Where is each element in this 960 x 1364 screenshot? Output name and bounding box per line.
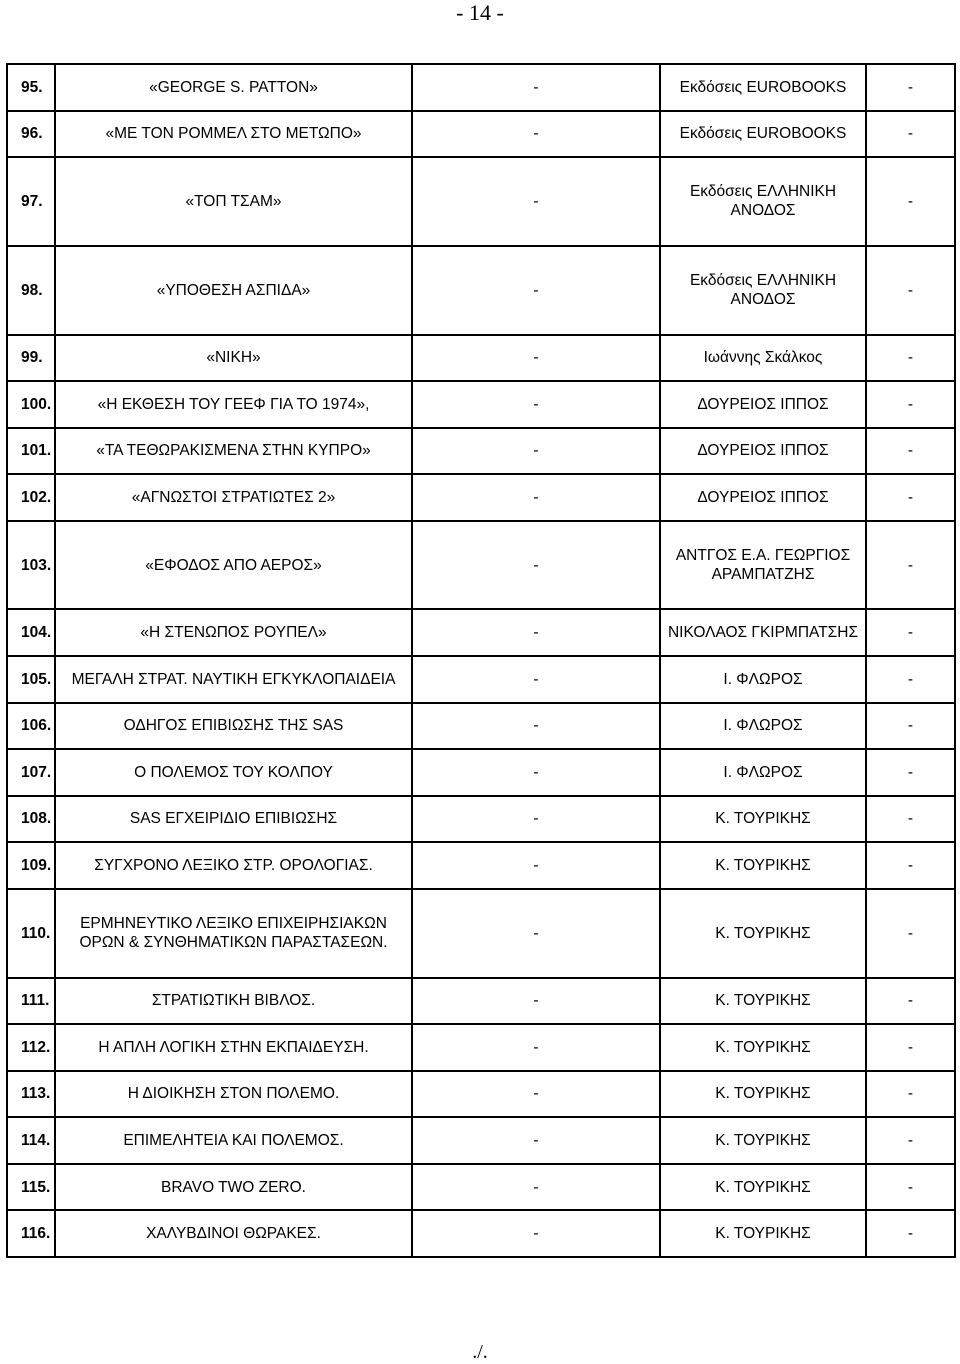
trailing-dash: - — [866, 889, 955, 978]
trailing-dash: - — [866, 381, 955, 428]
publisher-author: Κ. ΤΟΥΡΙΚΗΣ — [660, 978, 866, 1025]
publisher-author: Κ. ΤΟΥΡΙΚΗΣ — [660, 842, 866, 889]
trailing-dash: - — [866, 1210, 955, 1257]
trailing-dash: - — [866, 978, 955, 1025]
separator-dash: - — [412, 703, 660, 750]
entry-number: 104. — [7, 609, 55, 656]
book-title: BRAVO TWO ZERO. — [55, 1164, 412, 1211]
table-row — [7, 609, 955, 656]
book-title: «Η ΣΤΕΝΩΠΟΣ ΡΟΥΠΕΛ» — [55, 609, 412, 656]
book-title: «ΜΕ ΤΟΝ ΡΟΜΜΕΛ ΣΤΟ ΜΕΤΩΠΟ» — [55, 111, 412, 158]
separator-dash: - — [412, 1024, 660, 1071]
trailing-dash: - — [866, 1117, 955, 1164]
table-row — [7, 842, 955, 889]
separator-dash: - — [412, 609, 660, 656]
table-row — [7, 889, 955, 978]
trailing-dash: - — [866, 428, 955, 475]
book-list-table — [6, 63, 956, 1258]
separator-dash: - — [412, 1164, 660, 1211]
entry-number: 101. — [7, 428, 55, 475]
entry-number: 113. — [7, 1071, 55, 1118]
entry-number: 102. — [7, 474, 55, 521]
publisher-author: ΔΟΥΡΕΙΟΣ ΙΠΠΟΣ — [660, 428, 866, 475]
book-title: Η ΑΠΛΗ ΛΟΓΙΚΗ ΣΤΗΝ ΕΚΠΑΙΔΕΥΣΗ. — [55, 1024, 412, 1071]
publisher-author: Κ. ΤΟΥΡΙΚΗΣ — [660, 1071, 866, 1118]
page-number: - 14 - — [456, 0, 504, 25]
table-row — [7, 656, 955, 703]
publisher-author: Εκδόσεις EUROBOOKS — [660, 111, 866, 158]
trailing-dash: - — [866, 1164, 955, 1211]
table-row — [7, 521, 955, 610]
book-title: «ΤΑ ΤΕΘΩΡΑΚΙΣΜΕΝΑ ΣΤΗΝ ΚΥΠΡΟ» — [55, 428, 412, 475]
table-row — [7, 749, 955, 796]
publisher-author: ΝΙΚΟΛΑΟΣ ΓΚΙΡΜΠΑΤΣΗΣ — [660, 609, 866, 656]
entry-number: 107. — [7, 749, 55, 796]
publisher-author: Κ. ΤΟΥΡΙΚΗΣ — [660, 1117, 866, 1164]
publisher-author: ΔΟΥΡΕΙΟΣ ΙΠΠΟΣ — [660, 474, 866, 521]
entry-number: 96. — [7, 111, 55, 158]
trailing-dash: - — [866, 1071, 955, 1118]
separator-dash: - — [412, 842, 660, 889]
publisher-author: Κ. ΤΟΥΡΙΚΗΣ — [660, 1024, 866, 1071]
table-row — [7, 111, 955, 158]
separator-dash: - — [412, 1071, 660, 1118]
table-row — [7, 703, 955, 750]
trailing-dash: - — [866, 335, 955, 382]
trailing-dash: - — [866, 749, 955, 796]
book-title: «ΤΟΠ ΤΣΑΜ» — [55, 157, 412, 246]
entry-number: 100. — [7, 381, 55, 428]
book-title: ΧΑΛΥΒΔΙΝΟΙ ΘΩΡΑΚΕΣ. — [55, 1210, 412, 1257]
separator-dash: - — [412, 381, 660, 428]
table-row — [7, 335, 955, 382]
trailing-dash: - — [866, 111, 955, 158]
table-row — [7, 978, 955, 1025]
separator-dash: - — [412, 1117, 660, 1164]
separator-dash: - — [412, 335, 660, 382]
table-row — [7, 796, 955, 843]
entry-number: 116. — [7, 1210, 55, 1257]
continuation-mark: ./. — [472, 1341, 488, 1363]
separator-dash: - — [412, 111, 660, 158]
publisher-author: Κ. ΤΟΥΡΙΚΗΣ — [660, 889, 866, 978]
publisher-author: Κ. ΤΟΥΡΙΚΗΣ — [660, 1210, 866, 1257]
separator-dash: - — [412, 889, 660, 978]
table-row — [7, 1024, 955, 1071]
table-row — [7, 1164, 955, 1211]
separator-dash: - — [412, 157, 660, 246]
trailing-dash: - — [866, 157, 955, 246]
separator-dash: - — [412, 749, 660, 796]
table-row — [7, 428, 955, 475]
separator-dash: - — [412, 521, 660, 610]
publisher-author: ΑΝΤΓΟΣ Ε.Α. ΓΕΩΡΓΙΟΣ ΑΡΑΜΠΑΤΖΗΣ — [660, 521, 866, 610]
separator-dash: - — [412, 978, 660, 1025]
entry-number: 97. — [7, 157, 55, 246]
separator-dash: - — [412, 474, 660, 521]
entry-number: 108. — [7, 796, 55, 843]
separator-dash: - — [412, 796, 660, 843]
entry-number: 99. — [7, 335, 55, 382]
book-title: ΣΥΓΧΡΟΝΟ ΛΕΞΙΚΟ ΣΤΡ. ΟΡΟΛΟΓΙΑΣ. — [55, 842, 412, 889]
book-title: «ΥΠΟΘΕΣΗ ΑΣΠΙΔΑ» — [55, 246, 412, 335]
book-title: Η ΔΙΟΙΚΗΣΗ ΣΤΟΝ ΠΟΛΕΜΟ. — [55, 1071, 412, 1118]
book-title: ΟΔΗΓΟΣ ΕΠΙΒΙΩΣΗΣ ΤΗΣ SAS — [55, 703, 412, 750]
publisher-author: Κ. ΤΟΥΡΙΚΗΣ — [660, 796, 866, 843]
trailing-dash: - — [866, 703, 955, 750]
entry-number: 112. — [7, 1024, 55, 1071]
table-row — [7, 381, 955, 428]
entry-number: 115. — [7, 1164, 55, 1211]
publisher-author: Ι. ΦΛΩΡΟΣ — [660, 703, 866, 750]
table-row — [7, 1210, 955, 1257]
book-title: ΣΤΡΑΤΙΩΤΙΚΗ ΒΙΒΛΟΣ. — [55, 978, 412, 1025]
book-title: «ΝΙΚΗ» — [55, 335, 412, 382]
trailing-dash: - — [866, 521, 955, 610]
entry-number: 106. — [7, 703, 55, 750]
book-title: ΜΕΓΑΛΗ ΣΤΡΑΤ. ΝΑΥΤΙΚΗ ΕΓΚΥΚΛΟΠΑΙΔΕΙΑ — [55, 656, 412, 703]
publisher-author: Εκδόσεις ΕΛΛΗΝΙΚΗ ΑΝΟΔΟΣ — [660, 157, 866, 246]
table-row — [7, 64, 955, 111]
entry-number: 109. — [7, 842, 55, 889]
entry-number: 110. — [7, 889, 55, 978]
entry-number: 105. — [7, 656, 55, 703]
separator-dash: - — [412, 246, 660, 335]
book-title: «ΕΦΟΔΟΣ ΑΠΟ ΑΕΡΟΣ» — [55, 521, 412, 610]
separator-dash: - — [412, 656, 660, 703]
trailing-dash: - — [866, 842, 955, 889]
book-title: ΕΠΙΜΕΛΗΤΕΙΑ ΚΑΙ ΠΟΛΕΜΟΣ. — [55, 1117, 412, 1164]
publisher-author: ΔΟΥΡΕΙΟΣ ΙΠΠΟΣ — [660, 381, 866, 428]
publisher-author: Ι. ΦΛΩΡΟΣ — [660, 749, 866, 796]
book-title: «GEORGE S. PATTON» — [55, 64, 412, 111]
entry-number: 114. — [7, 1117, 55, 1164]
trailing-dash: - — [866, 474, 955, 521]
book-title: Ο ΠΟΛΕΜΟΣ ΤΟΥ ΚΟΛΠΟΥ — [55, 749, 412, 796]
table-row — [7, 246, 955, 335]
entry-number: 103. — [7, 521, 55, 610]
book-title: «ΑΓΝΩΣΤΟΙ ΣΤΡΑΤΙΩΤΕΣ 2» — [55, 474, 412, 521]
publisher-author: Κ. ΤΟΥΡΙΚΗΣ — [660, 1164, 866, 1211]
entry-number: 98. — [7, 246, 55, 335]
table-row — [7, 157, 955, 246]
table-row — [7, 1071, 955, 1118]
book-title: ΕΡΜΗΝΕΥΤΙΚΟ ΛΕΞΙΚΟ ΕΠΙΧΕΙΡΗΣΙΑΚΩΝ ΟΡΩΝ & ΣΥΝΘΗΜΑΤΙΚΩΝ ΠΑΡΑΣΤΑΣΕΩΝ. — [55, 889, 412, 978]
entry-number: 111. — [7, 978, 55, 1025]
trailing-dash: - — [866, 1024, 955, 1071]
separator-dash: - — [412, 428, 660, 475]
book-title: SAS ΕΓΧΕΙΡΙΔΙΟ ΕΠΙΒΙΩΣΗΣ — [55, 796, 412, 843]
publisher-author: Ι. ΦΛΩΡΟΣ — [660, 656, 866, 703]
entry-number: 95. — [7, 64, 55, 111]
publisher-author: Εκδόσεις EUROBOOKS — [660, 64, 866, 111]
trailing-dash: - — [866, 609, 955, 656]
publisher-author: Ιωάννης Σκάλκος — [660, 335, 866, 382]
book-title: «Η ΕΚΘΕΣΗ ΤΟΥ ΓΕΕΦ ΓΙΑ ΤΟ 1974», — [55, 381, 412, 428]
trailing-dash: - — [866, 796, 955, 843]
table-row — [7, 474, 955, 521]
separator-dash: - — [412, 1210, 660, 1257]
publisher-author: Εκδόσεις ΕΛΛΗΝΙΚΗ ΑΝΟΔΟΣ — [660, 246, 866, 335]
trailing-dash: - — [866, 656, 955, 703]
trailing-dash: - — [866, 246, 955, 335]
table-row — [7, 1117, 955, 1164]
trailing-dash: - — [866, 64, 955, 111]
separator-dash: - — [412, 64, 660, 111]
